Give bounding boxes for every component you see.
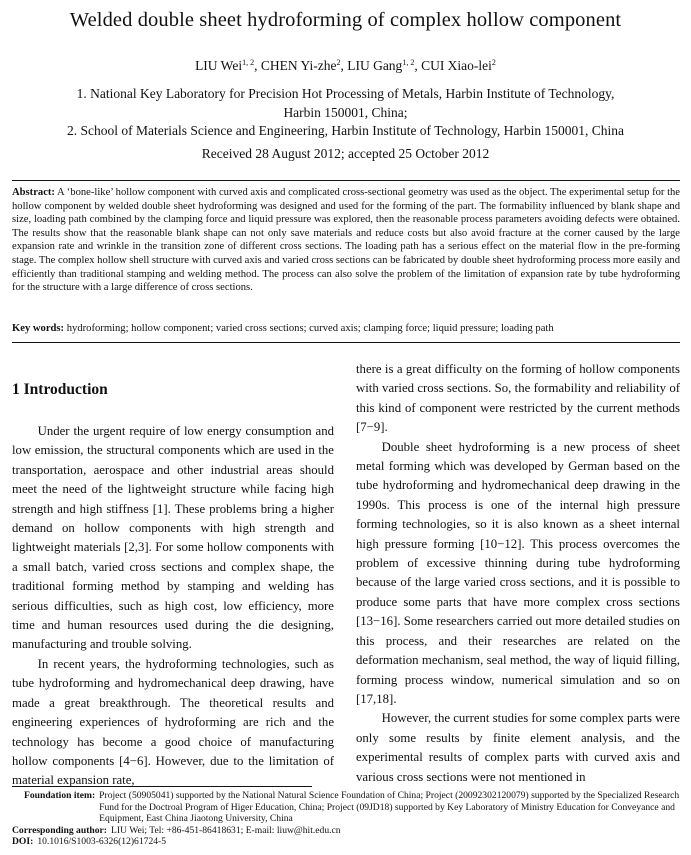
author-separator: , <box>414 58 422 73</box>
author-affiliation-mark: 1, 2 <box>402 58 415 67</box>
author-list <box>0 58 691 74</box>
body-paragraph: there is a great difficulty on the forming of hollow components with varied cross sections. So, the formability and reliability of this kind of component were restricted by the current methods [7−9]. <box>356 362 680 435</box>
corresponding-text: LIU Wei; Tel: +86-451-86418631; E-mail: liuw@hit.edu.cn <box>110 824 341 836</box>
affiliation-1 <box>0 84 691 122</box>
affiliation-1-text: 1. National Key Laboratory for Precision Hot Processing of Metals, Harbin Institute of Technology, Harbin 150001, China; <box>76 86 615 120</box>
doi <box>12 836 680 848</box>
keywords-label: Key words: <box>12 323 65 334</box>
received-date: Received 28 August 2012; accepted 25 October 2012 <box>201 146 490 161</box>
author-name: CUI Xiao-lei <box>421 58 492 73</box>
keywords-text: hydroforming; hollow component; varied cross sections; curved axis; clamping force; liquid pressure; loading path <box>66 323 554 334</box>
foundation-item <box>12 790 680 825</box>
left-column <box>12 360 334 791</box>
abstract-label: Abstract: <box>12 187 55 198</box>
bottom-divider <box>12 342 680 343</box>
body-paragraph: In recent years, the hydroforming technologies, such as tube hydroforming and hydromechanical deep drawing, have made a great breakthrough. The theoretical results and engineering experiences of hydroforming are rich and the technology has become a good choice of manufacturing hollow components [4−6]. However, due to the limitation of material expansion rate, <box>12 656 334 788</box>
author-separator: , <box>254 58 261 73</box>
author-name: LIU Wei <box>195 58 243 73</box>
body-paragraph: Under the urgent require of low energy consumption and low emission, the structural components which are used in the transportation, aerospace and other industrial areas should meet the need of the lightweight structure while facing high strength and high stiffness [1]. These problems bring a higher demand on hollow components with high strength and lightweight materials [2,3]. For some hollow components with a small batch, varied cross sections and complex shape, the traditional forming method by stamping and welding has serious difficulties, such as high cost, low efficiency, more time and human resources used during the die designing, manufacturing and trouble solving. <box>12 424 334 652</box>
author-name: CHEN Yi-zhe <box>260 58 337 73</box>
author-affiliation-mark: 2 <box>491 58 496 67</box>
affiliation-2: 2. School of Materials Science and Engineering, Harbin Institute of Technology, Harbin 150001, China <box>67 123 624 138</box>
section-heading: 1 Introduction <box>12 381 108 398</box>
foundation-label: Foundation item: <box>24 790 96 801</box>
author-affiliation-mark: 1, 2 <box>242 58 255 67</box>
author-separator: , <box>340 58 348 73</box>
doi-text: 10.1016/S1003-6326(12)61724-5 <box>37 836 167 848</box>
corresponding-label: Corresponding author: <box>12 824 107 836</box>
corresponding-author <box>12 825 680 837</box>
paper-title: Welded double sheet hydroforming of complex hollow component <box>69 9 622 31</box>
top-divider <box>12 180 680 181</box>
body-paragraph: However, the current studies for some complex parts were only some results by finite element analysis, and the experimental results of complex parts with curved axis and various cross sections were not mentioned in <box>356 711 680 784</box>
body-paragraph: Double sheet hydroforming is a new process of sheet metal forming which was developed by German based on the tube hydroforming and hydromechanical deep drawing in the 1990s. This process is one of the internal high pressure forming technologies, so it is also known as a sheet internal high pressure forming [10−12]. This process overcomes the problem of excessive thinning during tube hydroforming because of the large varied cross sections, and it is possible to produce some parts that have more complex cross sections [13−16]. Some researchers carried out more detailed studies on this process, and their researches are related on the deformation mechanism, seal method, the way of liquid filling, forming process window, numerical simulation and so on [17,18]. <box>356 439 680 706</box>
author-name: LIU Gang <box>347 58 403 73</box>
keywords <box>12 322 680 336</box>
abstract-text: A ‘bone-like’ hollow component with curved axis and complicated cross-sectional geometry was used as the object. The experimental setup for the hollow component by welded double sheet hydroforming was designed and used for the forming of the part. The formability influenced by blank shape and size, loading path combined by the clamping force and liquid pressure was explored, then the reasonable process parameters avoiding defects were obtained. The results show that the reasonable blank shape can not only save materials and reduce costs but also avoid fracture at the corner caused by the large expansion rate and wrinkle in the transition zone of different cross sections. The loading path has a serious effect on the material flow in the pre-forming stage. The complex hollow shell structure with curved axis and varied cross sections can be fabricated by double sheet hydroforming process more easily and efficiently than traditional stamping and welding method. The process can also solve the problem of the limitation of expansion rate by tube hydroforming for the structure with a large difference of cross sections. <box>12 187 681 294</box>
author-affiliation-mark: 2 <box>336 58 341 67</box>
doi-label: DOI: <box>12 836 34 848</box>
right-column <box>356 360 680 787</box>
abstract <box>12 186 680 295</box>
footnotes <box>12 790 680 848</box>
footnote-divider <box>12 786 312 787</box>
foundation-text: Project (50905041) supported by the National Natural Science Foundation of China; Project (20092302120079) supported by the Specialized Research Fund for the Doctroal Program of Higer Education, China; Project (09JD18) supported by Key Laboratory of Ministry Education for Conveyance and Equipment, East China Jiaotong University, China <box>99 790 680 825</box>
